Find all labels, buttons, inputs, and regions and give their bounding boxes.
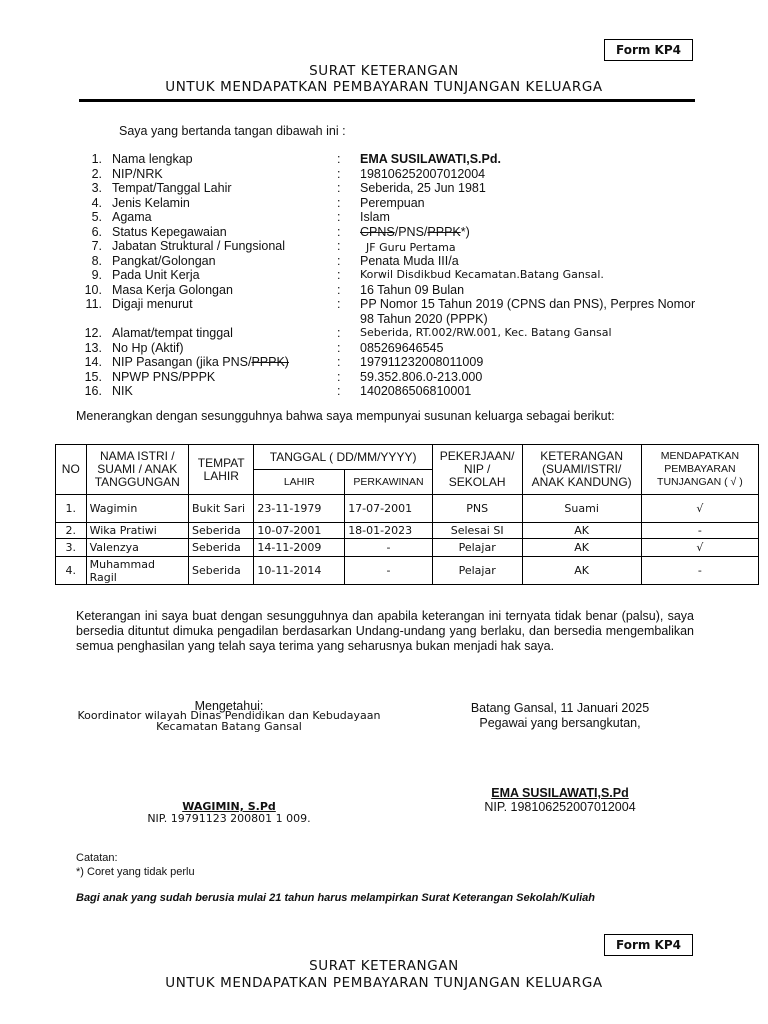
th-place: TEMPAT LAHIR [188, 445, 253, 495]
table-row: 1. Wagimin Bukit Sari 23-11-1979 17-07-2001 PNS Suami √ [56, 495, 759, 523]
benefit-check: - [641, 523, 758, 539]
doc-title-line2-page2: UNTUK MENDAPATKAN PEMBAYARAN TUNJANGAN KELUARGA [165, 975, 603, 991]
form-label: Form KP4 [616, 43, 681, 57]
sign-right-nip: NIP. 198106252007012004 [484, 800, 636, 814]
benefit-check: √ [641, 495, 758, 523]
sign-right-role: Pegawai yang bersangkutan, [479, 716, 641, 730]
th-benefit: MENDAPATKAN PEMBAYARAN TUNJANGAN ( √ ) [641, 445, 758, 495]
field-value: PP Nomor 15 Tahun 2019 (CPNS dan PNS), Perpres Nomor 98 Tahun 2020 (PPPK) [360, 297, 696, 326]
field-value: Seberida, 25 Jun 1981 [360, 181, 486, 195]
sign-right-place-date: Batang Gansal, 11 Januari 2025 [470, 701, 650, 715]
benefit-check: √ [641, 539, 758, 557]
th-note: KETERANGAN (SUAMI/ISTRI/ ANAK KANDUNG) [522, 445, 641, 495]
th-birth: LAHIR [254, 470, 345, 495]
field-value: Penata Muda III/a [360, 253, 459, 268]
field-value: EMA SUSILAWATI,S.Pd. [360, 152, 501, 166]
field-value: JF Guru Pertama [366, 241, 456, 254]
th-date: TANGGAL ( DD/MM/YYYY) [254, 445, 432, 470]
field-value: 59.352.806.0-213.000 [360, 369, 483, 384]
table-row: 2. Wika Pratiwi Seberida 10-07-2001 18-01-2023 Selesai SI AK - [56, 523, 759, 539]
field-value: Korwil Disdikbud Kecamatan.Batang Gansal. [360, 268, 604, 281]
field-value: Seberida, RT.002/RW.001, Kec. Batang Gansal [360, 326, 612, 339]
field-value: 198106252007012004 [360, 166, 486, 181]
family-intro: Menerangkan dengan sesungguhnya bahwa saya mempunyai susunan keluarga sebagai berikut: [76, 409, 615, 423]
sign-left-org2: Kecamatan Batang Gansal [156, 720, 302, 733]
notes-title: Catatan: [76, 852, 118, 864]
benefit-check: - [641, 557, 758, 585]
sign-left-org1: Koordinator wilayah Dinas Pendidikan dan Kebudayaan [77, 709, 381, 722]
th-job: PEKERJAAN/ NIP / SEKOLAH [432, 445, 522, 495]
statement-paragraph: Keterangan ini saya buat dengan sesungguhnya dan apabila keterangan ini ternyata tidak benar (palsu), saya bersedia dituntut dimuka pengadilan berdasarkan Undang-undang yang berlaku, dan bersedia mengembalikan semua penghasilan yang telah saya terima yang seharusnya bukan menjadi hak saya. [76, 609, 694, 653]
field-value: Islam [360, 210, 390, 224]
form-label: Form KP4 [616, 938, 681, 952]
table-row: 3. Valenzya Seberida 14-11-2009 - Pelajar AK √ [56, 539, 759, 557]
personal-fields: 1. Nama lengkap : EMA SUSILAWATI,S.Pd. 2. NIP/NRK : 198106252007012004 3. Tempat/Tanggal Lahir : Seberida, 25 Jun 1981 4. Jenis Kelamin : Perempuan 5. Agama : Islam 6. Status Kepegawaian : CPNS/PNS/PPPK*) 7. Jabatan Struktural / Fungsional : JF Guru Pertama 8. Pangkat/Golongan : Penata Muda III/a 9. Pada Unit Kerja : Korwil Disdikbud Kecamatan.Batang Gansal. 10. Masa Kerja Golongan : 16 Tahun 09 Bulan 11. Digaji menurut : PP Nomor 15 Tahun 2019 (CPNS dan PNS), Perpres Nomor 98 Tahun 2020 (PPPK) 12. Alamat/tempat tinggal : Seberida, RT.002/RW.001, Kec. Batang Gansal 13. No Hp (Aktif) : 085269646545 14. NIP Pasangan (jika PNS/PPPK) : 197911232008011009 15. NPWP PNS/PPPK : 59.352.806.0-213.000 16. NIK : 1402086506810001 [72, 152, 768, 402]
th-marriage: PERKAWINAN [345, 470, 433, 495]
field-value: 085269646545 [360, 340, 444, 355]
form-label-box-page2 [604, 934, 693, 956]
th-no: NO [56, 445, 87, 495]
field-value: CPNS/PNS/PPPK*) [360, 224, 470, 239]
form-label-box [604, 39, 693, 61]
title-rule [79, 99, 695, 102]
field-value: 1402086506810001 [360, 384, 472, 398]
sign-left-heading: Mengetahui: [194, 699, 264, 713]
table-row: 4. Muhammad Ragil Seberida 10-11-2014 - Pelajar AK - [56, 557, 759, 585]
th-name: NAMA ISTRI / SUAMI / ANAK TANGGUNGAN [86, 445, 188, 495]
doc-title-line1-page2: SURAT KETERANGAN [309, 958, 459, 974]
intro-text: Saya yang bertanda tangan dibawah ini : [119, 124, 346, 138]
doc-title-line2: UNTUK MENDAPATKAN PEMBAYARAN TUNJANGAN KELUARGA [165, 79, 603, 95]
footnote: Bagi anak yang sudah berusia mulai 21 tahun harus melampirkan Surat Keterangan Sekolah/Kuliah [76, 892, 595, 904]
field-value: 197911232008011009 [360, 355, 484, 369]
sign-left-name: WAGIMIN, S.Pd [182, 800, 276, 813]
family-table [55, 444, 759, 585]
doc-title-line1: SURAT KETERANGAN [309, 63, 459, 79]
notes-line: *) Coret yang tidak perlu [76, 866, 195, 878]
sign-right-name: EMA SUSILAWATI,S.Pd [491, 786, 629, 800]
sign-left-nip: NIP. 19791123 200801 1 009. [147, 812, 311, 825]
field-value: Perempuan [360, 195, 425, 210]
field-value: 16 Tahun 09 Bulan [360, 282, 465, 297]
